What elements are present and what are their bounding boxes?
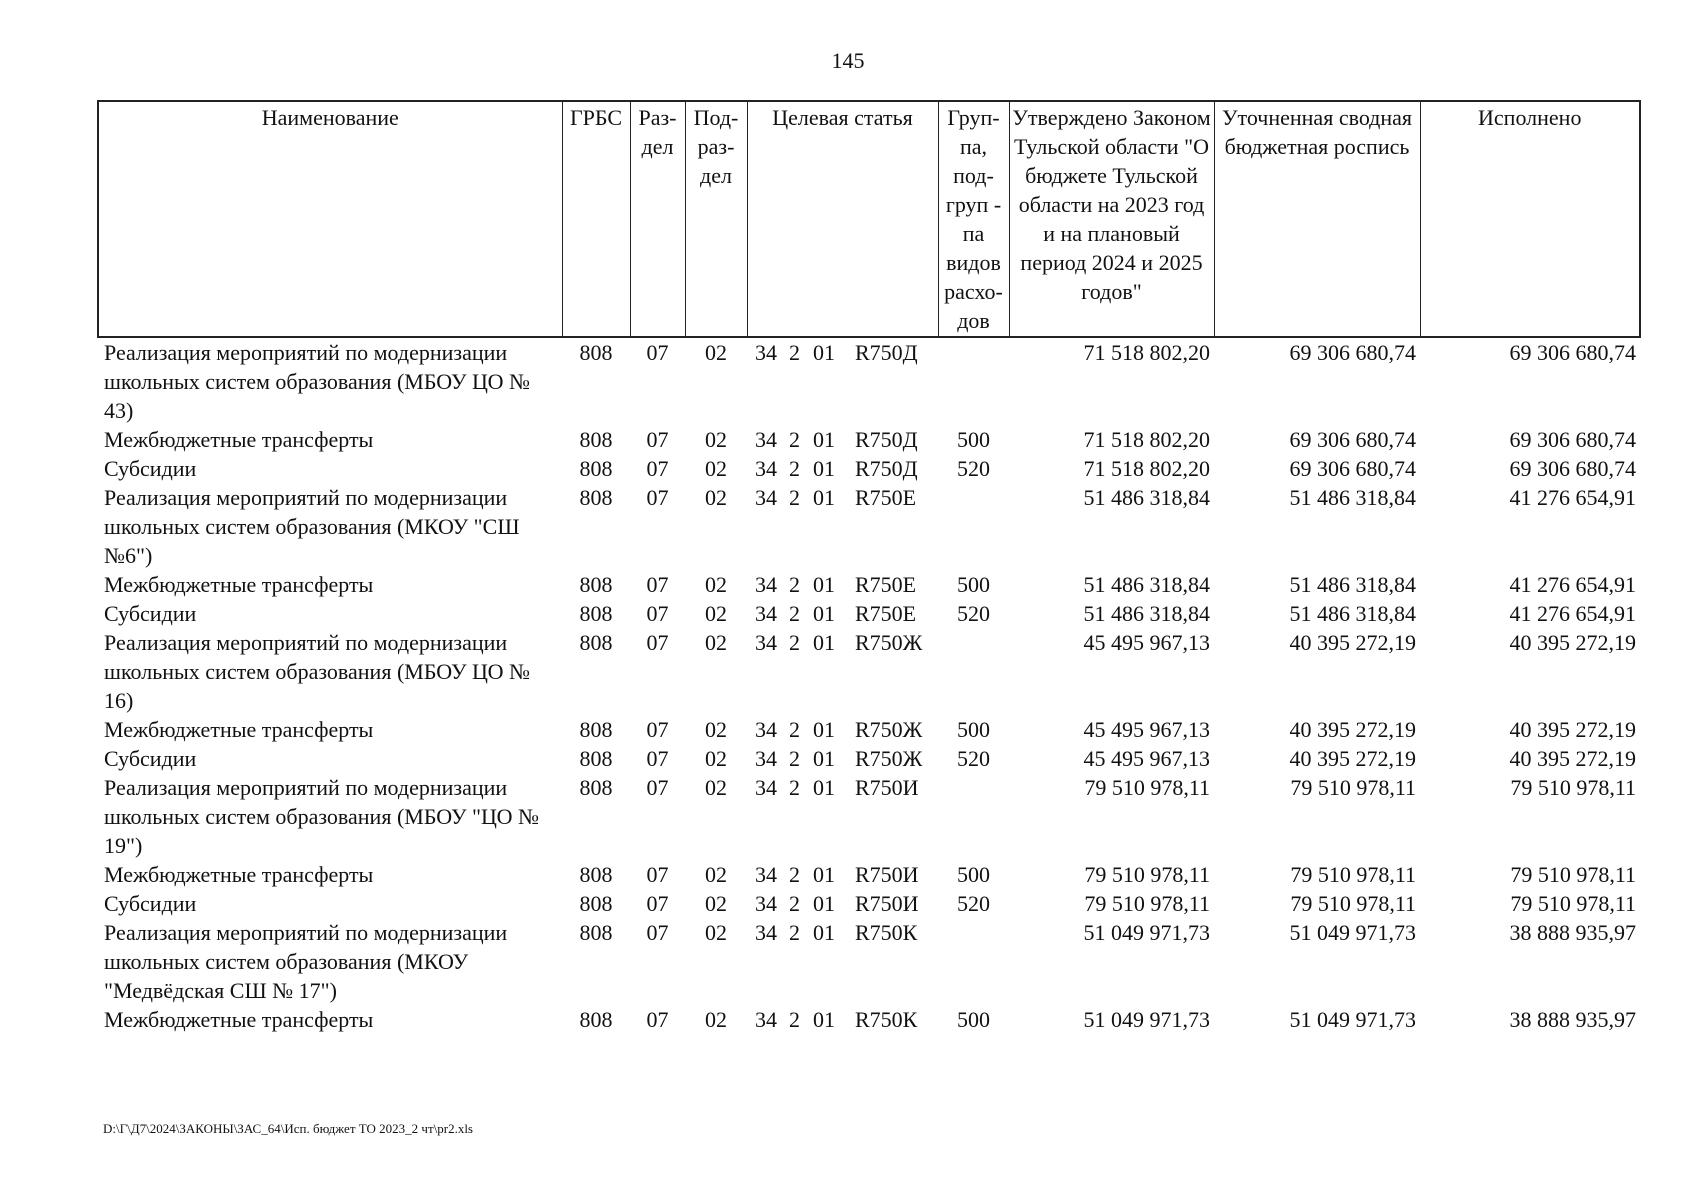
target-event: 01 bbox=[813, 920, 835, 945]
row-razdel: 07 bbox=[646, 572, 669, 597]
target-code: R750Е bbox=[855, 601, 917, 626]
row-grbs: 808 bbox=[579, 1007, 613, 1032]
row-refined: 51 049 971,73 bbox=[1289, 920, 1416, 945]
row-podrazdel: 02 bbox=[705, 717, 727, 742]
target-program: 34 bbox=[755, 891, 777, 916]
target-code: R750Д bbox=[855, 340, 918, 365]
table-row bbox=[98, 773, 1640, 860]
row-razdel: 07 bbox=[646, 746, 669, 771]
row-refined: 79 510 978,11 bbox=[1290, 862, 1416, 887]
row-razdel: 07 bbox=[646, 775, 669, 800]
row-executed: 38 888 935,97 bbox=[1509, 920, 1636, 945]
row-approved: 45 495 967,13 bbox=[1083, 630, 1210, 655]
row-podrazdel: 02 bbox=[705, 775, 727, 800]
row-executed: 79 510 978,11 bbox=[1510, 775, 1636, 800]
row-razdel: 07 bbox=[646, 630, 669, 655]
row-vid-rashodov: 500 bbox=[957, 427, 990, 452]
row-podrazdel: 02 bbox=[705, 456, 727, 481]
row-grbs: 808 bbox=[579, 601, 613, 626]
row-grbs: 808 bbox=[579, 775, 613, 800]
header-grbs: ГРБС bbox=[562, 101, 630, 337]
target-program: 34 bbox=[755, 775, 777, 800]
row-name: Субсидии bbox=[104, 891, 197, 916]
target-subprogram: 2 bbox=[789, 427, 800, 452]
row-razdel: 07 bbox=[646, 601, 669, 626]
row-podrazdel: 02 bbox=[705, 572, 727, 597]
target-event: 01 bbox=[813, 572, 835, 597]
target-program: 34 bbox=[755, 920, 777, 945]
header-refined: Уточненная сводная бюджетная роспись bbox=[1214, 101, 1420, 337]
row-celevaya-statya bbox=[747, 599, 938, 628]
row-executed: 41 276 654,91 bbox=[1509, 485, 1636, 510]
page-number: 145 bbox=[831, 48, 865, 73]
row-vid-rashodov: 500 bbox=[957, 1007, 990, 1032]
table-row bbox=[98, 628, 1640, 715]
table-header bbox=[98, 101, 1640, 337]
table-row bbox=[98, 918, 1640, 1005]
target-subprogram: 2 bbox=[789, 775, 800, 800]
row-podrazdel: 02 bbox=[705, 920, 727, 945]
row-executed: 40 395 272,19 bbox=[1509, 630, 1636, 655]
row-podrazdel: 02 bbox=[705, 485, 727, 510]
row-vid-rashodov bbox=[938, 337, 1009, 425]
target-event: 01 bbox=[813, 340, 835, 365]
row-celevaya-statya bbox=[747, 744, 938, 773]
row-approved: 51 486 318,84 bbox=[1083, 485, 1210, 510]
row-razdel: 07 bbox=[646, 427, 669, 452]
row-name: Межбюджетные трансферты bbox=[104, 717, 374, 742]
row-razdel: 07 bbox=[646, 891, 669, 916]
header-executed: Исполнено bbox=[1420, 101, 1640, 337]
target-subprogram: 2 bbox=[789, 572, 800, 597]
target-event: 01 bbox=[813, 427, 835, 452]
row-name: Субсидии bbox=[104, 456, 197, 481]
row-executed: 79 510 978,11 bbox=[1510, 862, 1636, 887]
row-podrazdel: 02 bbox=[705, 746, 727, 771]
target-program: 34 bbox=[755, 717, 777, 742]
row-name: Реализация мероприятий по модернизации школьных систем образования (МБОУ ЦО № 16) bbox=[104, 630, 531, 713]
target-program: 34 bbox=[755, 601, 777, 626]
target-subprogram: 2 bbox=[789, 717, 800, 742]
row-grbs: 808 bbox=[579, 746, 613, 771]
row-podrazdel: 02 bbox=[705, 891, 727, 916]
row-vid-rashodov: 520 bbox=[957, 456, 990, 481]
target-subprogram: 2 bbox=[789, 920, 800, 945]
target-code: R750Ж bbox=[855, 717, 923, 742]
row-name: Реализация мероприятий по модернизации школьных систем образования (МБОУ "ЦО № 19") bbox=[104, 775, 539, 858]
row-name: Реализация мероприятий по модернизации школьных систем образования (МКОУ "Медвёдская СШ № 17") bbox=[104, 920, 508, 1003]
row-celevaya-statya bbox=[747, 337, 938, 425]
row-executed: 38 888 935,97 bbox=[1509, 1007, 1636, 1032]
table-row bbox=[98, 454, 1640, 483]
table-row bbox=[98, 860, 1640, 889]
row-refined: 69 306 680,74 bbox=[1289, 427, 1416, 452]
row-vid-rashodov: 520 bbox=[957, 601, 990, 626]
table-row bbox=[98, 1005, 1640, 1034]
row-celevaya-statya bbox=[747, 860, 938, 889]
table-body bbox=[98, 337, 1640, 1034]
row-grbs: 808 bbox=[579, 717, 613, 742]
row-vid-rashodov: 500 bbox=[957, 862, 990, 887]
row-executed: 40 395 272,19 bbox=[1509, 717, 1636, 742]
row-podrazdel: 02 bbox=[705, 601, 727, 626]
row-grbs: 808 bbox=[579, 630, 613, 655]
row-approved: 79 510 978,11 bbox=[1084, 862, 1210, 887]
row-razdel: 07 bbox=[646, 456, 669, 481]
row-executed: 41 276 654,91 bbox=[1509, 572, 1636, 597]
budget-table bbox=[97, 100, 1641, 1034]
row-podrazdel: 02 bbox=[705, 1007, 727, 1032]
target-subprogram: 2 bbox=[789, 862, 800, 887]
row-celevaya-statya bbox=[747, 889, 938, 918]
row-refined: 51 486 318,84 bbox=[1289, 601, 1416, 626]
target-code: R750И bbox=[855, 891, 919, 916]
target-code: R750Ж bbox=[855, 630, 923, 655]
row-executed: 79 510 978,11 bbox=[1510, 891, 1636, 916]
row-vid-rashodov: 520 bbox=[957, 891, 990, 916]
row-podrazdel: 02 bbox=[705, 862, 727, 887]
row-name: Межбюджетные трансферты bbox=[104, 862, 374, 887]
target-event: 01 bbox=[813, 717, 835, 742]
table-row bbox=[98, 483, 1640, 570]
table-row bbox=[98, 337, 1640, 425]
target-program: 34 bbox=[755, 485, 777, 510]
row-grbs: 808 bbox=[579, 920, 613, 945]
target-code: R750Д bbox=[855, 427, 918, 452]
target-event: 01 bbox=[813, 630, 835, 655]
row-name: Межбюджетные трансферты bbox=[104, 427, 374, 452]
target-event: 01 bbox=[813, 1007, 835, 1032]
row-grbs: 808 bbox=[579, 572, 613, 597]
row-celevaya-statya bbox=[747, 628, 938, 715]
target-subprogram: 2 bbox=[789, 456, 800, 481]
target-event: 01 bbox=[813, 456, 835, 481]
header-celevaya-statya: Целевая статья bbox=[747, 101, 938, 337]
row-refined: 79 510 978,11 bbox=[1290, 775, 1416, 800]
row-name: Субсидии bbox=[104, 601, 197, 626]
row-vid-rashodov bbox=[938, 918, 1009, 1005]
row-razdel: 07 bbox=[646, 1007, 669, 1032]
row-executed: 69 306 680,74 bbox=[1509, 456, 1636, 481]
row-celevaya-statya bbox=[747, 715, 938, 744]
row-vid-rashodov: 520 bbox=[957, 746, 990, 771]
row-celevaya-statya bbox=[747, 425, 938, 454]
row-approved: 71 518 802,20 bbox=[1083, 427, 1210, 452]
row-refined: 79 510 978,11 bbox=[1290, 891, 1416, 916]
row-vid-rashodov bbox=[938, 773, 1009, 860]
row-refined: 51 486 318,84 bbox=[1289, 485, 1416, 510]
target-subprogram: 2 bbox=[789, 630, 800, 655]
row-podrazdel: 02 bbox=[705, 340, 727, 365]
row-refined: 40 395 272,19 bbox=[1289, 717, 1416, 742]
target-program: 34 bbox=[755, 1007, 777, 1032]
row-celevaya-statya bbox=[747, 773, 938, 860]
target-event: 01 bbox=[813, 601, 835, 626]
target-subprogram: 2 bbox=[789, 340, 800, 365]
target-event: 01 bbox=[813, 485, 835, 510]
target-program: 34 bbox=[755, 572, 777, 597]
table-row bbox=[98, 425, 1640, 454]
row-refined: 69 306 680,74 bbox=[1289, 456, 1416, 481]
target-code: R750И bbox=[855, 775, 919, 800]
row-approved: 51 049 971,73 bbox=[1083, 1007, 1210, 1032]
row-podrazdel: 02 bbox=[705, 427, 727, 452]
row-executed: 40 395 272,19 bbox=[1509, 746, 1636, 771]
target-code: R750К bbox=[855, 1007, 918, 1032]
row-approved: 51 049 971,73 bbox=[1083, 920, 1210, 945]
target-program: 34 bbox=[755, 630, 777, 655]
row-celevaya-statya bbox=[747, 483, 938, 570]
row-approved: 71 518 802,20 bbox=[1083, 456, 1210, 481]
header-name: Наименование bbox=[98, 101, 562, 337]
target-program: 34 bbox=[755, 456, 777, 481]
row-vid-rashodov bbox=[938, 483, 1009, 570]
row-vid-rashodov: 500 bbox=[957, 717, 990, 742]
row-grbs: 808 bbox=[579, 485, 613, 510]
target-code: R750К bbox=[855, 920, 918, 945]
target-code: R750Ж bbox=[855, 746, 923, 771]
target-code: R750Е bbox=[855, 572, 917, 597]
row-vid-rashodov bbox=[938, 628, 1009, 715]
row-approved: 51 486 318,84 bbox=[1083, 572, 1210, 597]
row-celevaya-statya bbox=[747, 918, 938, 1005]
target-program: 34 bbox=[755, 746, 777, 771]
target-subprogram: 2 bbox=[789, 601, 800, 626]
row-celevaya-statya bbox=[747, 1005, 938, 1034]
row-refined: 40 395 272,19 bbox=[1289, 630, 1416, 655]
table-row bbox=[98, 889, 1640, 918]
row-approved: 79 510 978,11 bbox=[1084, 775, 1210, 800]
target-event: 01 bbox=[813, 746, 835, 771]
row-podrazdel: 02 bbox=[705, 630, 727, 655]
row-approved: 71 518 802,20 bbox=[1083, 340, 1210, 365]
row-grbs: 808 bbox=[579, 427, 613, 452]
row-grbs: 808 bbox=[579, 456, 613, 481]
header-razdel: Раз- дел bbox=[630, 101, 685, 337]
row-name: Межбюджетные трансферты bbox=[104, 572, 374, 597]
header-podrazdel: Под- раз- дел bbox=[685, 101, 747, 337]
row-name: Субсидии bbox=[104, 746, 197, 771]
target-event: 01 bbox=[813, 775, 835, 800]
row-refined: 69 306 680,74 bbox=[1289, 340, 1416, 365]
row-razdel: 07 bbox=[646, 862, 669, 887]
target-event: 01 bbox=[813, 891, 835, 916]
row-celevaya-statya bbox=[747, 570, 938, 599]
row-approved: 79 510 978,11 bbox=[1084, 891, 1210, 916]
target-subprogram: 2 bbox=[789, 891, 800, 916]
row-grbs: 808 bbox=[579, 891, 613, 916]
row-approved: 45 495 967,13 bbox=[1083, 746, 1210, 771]
row-refined: 40 395 272,19 bbox=[1289, 746, 1416, 771]
row-grbs: 808 bbox=[579, 340, 613, 365]
footer-file-path: D:\Г\Д7\2024\ЗАКОНЫ\ЗАС_64\Исп. бюджет ТО 2023_2 чт\pr2.xls bbox=[103, 1121, 473, 1136]
table-row bbox=[98, 744, 1640, 773]
target-program: 34 bbox=[755, 427, 777, 452]
row-executed: 69 306 680,74 bbox=[1509, 427, 1636, 452]
target-code: R750Д bbox=[855, 456, 918, 481]
header-approved: Утверждено Законом Тульской области "О бюджете Тульской области на 2023 год и на плановый период 2024 и 2025 годов" bbox=[1009, 101, 1214, 337]
row-razdel: 07 bbox=[646, 717, 669, 742]
row-executed: 69 306 680,74 bbox=[1509, 340, 1636, 365]
target-program: 34 bbox=[755, 340, 777, 365]
target-code: R750Е bbox=[855, 485, 917, 510]
target-subprogram: 2 bbox=[789, 1007, 800, 1032]
target-event: 01 bbox=[813, 862, 835, 887]
row-executed: 41 276 654,91 bbox=[1509, 601, 1636, 626]
target-subprogram: 2 bbox=[789, 485, 800, 510]
row-name: Реализация мероприятий по модернизации школьных систем образования (МКОУ "СШ №6") bbox=[104, 485, 520, 568]
row-grbs: 808 bbox=[579, 862, 613, 887]
row-name: Межбюджетные трансферты bbox=[104, 1007, 374, 1032]
row-approved: 45 495 967,13 bbox=[1083, 717, 1210, 742]
row-approved: 51 486 318,84 bbox=[1083, 601, 1210, 626]
row-razdel: 07 bbox=[646, 340, 669, 365]
header-gruppa-vidov-rashodov: Груп- па, под- груп - па видов расхо- дов bbox=[938, 101, 1009, 337]
row-razdel: 07 bbox=[646, 920, 669, 945]
table-row bbox=[98, 570, 1640, 599]
target-program: 34 bbox=[755, 862, 777, 887]
table-row bbox=[98, 599, 1640, 628]
table-row bbox=[98, 715, 1640, 744]
target-code: R750И bbox=[855, 862, 919, 887]
row-razdel: 07 bbox=[646, 485, 669, 510]
row-vid-rashodov: 500 bbox=[957, 572, 990, 597]
row-refined: 51 486 318,84 bbox=[1289, 572, 1416, 597]
row-refined: 51 049 971,73 bbox=[1289, 1007, 1416, 1032]
target-subprogram: 2 bbox=[789, 746, 800, 771]
row-name: Реализация мероприятий по модернизации школьных систем образования (МБОУ ЦО № 43) bbox=[104, 340, 531, 423]
row-celevaya-statya bbox=[747, 454, 938, 483]
